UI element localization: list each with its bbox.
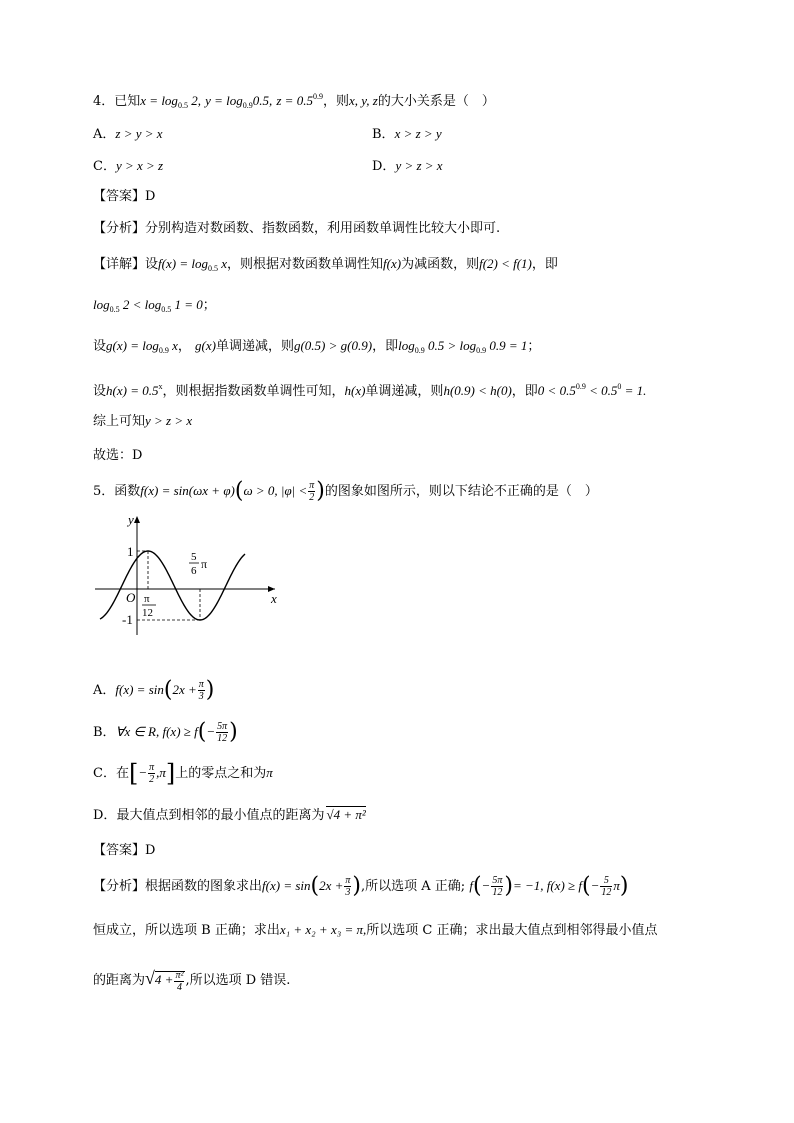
q4-option-b: B．x > z > y xyxy=(372,126,442,142)
trough-pi: π xyxy=(201,557,208,571)
q5-answer: 【答案】D xyxy=(93,843,156,858)
q4-detail-3: 设$g(x) = \log_{0.9} x$， g(x)单调递减，则g(0.5) > g(0.9)，即$\log_{0.9} 0.5 > \log_{0.9} 0.9 = 1$； xyxy=(93,338,541,355)
trough-frac-den: 6 xyxy=(191,565,197,577)
y-axis-label: y xyxy=(128,512,134,527)
q5-analysis-2: 恒成立，所以选项 B 正确；求出x₁ + x₂ + x₃ = π,所以选项 C 正确；求出最大值点到相邻得最小值点 xyxy=(93,922,658,938)
q4-z-def: $z = 0.5^{0.9}$ xyxy=(276,92,323,108)
y-axis-arrow-icon xyxy=(134,516,140,523)
peak-frac-den: 12 xyxy=(142,607,153,619)
q5-option-d: D．最大值点到相邻的最小值点的距离为 √4 + π² xyxy=(93,807,366,823)
sine-curve xyxy=(100,551,245,620)
q5-option-a: A．f(x) = sin(2x + $\frac{\pi}{3}$ ) xyxy=(93,677,215,703)
q4-answer: 【答案】D xyxy=(93,189,156,204)
q5-analysis-3: 的距离为√4 + $\frac{\text{π²}}{4}$ ,所以选项 D 错误. xyxy=(93,968,291,993)
q4-detail-4: 设$h(x) = 0.5^x$，则根据指数函数单调性可知，h(x)单调递减，则h(0.9) < h(0)，即$0 < 0.5^{0.9} < 0.5^0 = 1$. xyxy=(93,382,647,399)
q4-y-def: $y = \log_{0.9}0.5$, xyxy=(205,93,273,110)
peak-frac-num: π xyxy=(144,593,150,605)
q4-vars: x, y, z xyxy=(348,93,378,108)
q4-detail-1: 【详解】设$f(x) = \log_{0.5} x$，则根据对数函数单调性知f(x)为减函数，则f(2) < f(1)，即 xyxy=(93,256,558,273)
q4-detail-2: $\log_{0.5} 2 < \log_{0.5} 1 = 0$； xyxy=(93,297,216,314)
trough-frac-num: 5 xyxy=(191,551,197,563)
q4-stem-suffix: 的大小关系是（ ） xyxy=(377,94,495,109)
y-max-label: 1 xyxy=(127,544,134,559)
q4-conclusion: 综上可知y > z > x xyxy=(93,413,193,429)
x-axis-label: x xyxy=(271,591,277,606)
q4-option-a: A．z > y > x xyxy=(93,126,163,142)
origin-label: O xyxy=(126,590,136,605)
q4-analysis: 【分析】分别构造对数函数、指数函数，利用函数单调性比较大小即可. xyxy=(93,221,501,236)
q4-stem-prefix: 4．已知 xyxy=(93,94,141,109)
q5-option-b: B．∀x ∈ R, f(x) ≥ f(− $\frac{5\pi}{12}$ ) xyxy=(93,719,238,745)
q5-option-d-sqrt: √4 + π² xyxy=(326,807,366,822)
q4-x-def: $x = \log_{0.5} 2$, xyxy=(140,93,201,110)
q4-stem: 4．已知$x = \log_{0.5} 2$, $y = \log_{0.9}0.5$, $z = 0.5^{0.9}$，则x, y, z的大小关系是（ ） xyxy=(93,92,495,110)
y-min-label: -1 xyxy=(122,612,133,627)
q4-option-d: D．y > z > x xyxy=(372,158,443,174)
q5-option-c: C．在[− $\frac{\pi}{2}$ ,π]上的零点之和为π xyxy=(93,759,273,788)
q5-analysis-1: 【分析】根据函数的图象求出f(x) = sin(2x + $\frac{\pi}{3}$ ),所以选项 A 正确; f(− $\frac{5\pi}{12}$ )= −1, f(x) ≥ f(− $\frac{5}{12}$ π) xyxy=(93,873,629,899)
q4-option-c: C．y > x > z xyxy=(93,158,164,174)
q4-choose: 故选：D xyxy=(93,448,143,463)
sine-graph xyxy=(90,510,290,640)
q5-stem: 5．函数f(x) = sin(ωx + φ)(ω > 0, |φ| < $\frac{\pi}{2}$ )的图象如图所示，则以下结论不正确的是（ ） xyxy=(93,478,598,504)
